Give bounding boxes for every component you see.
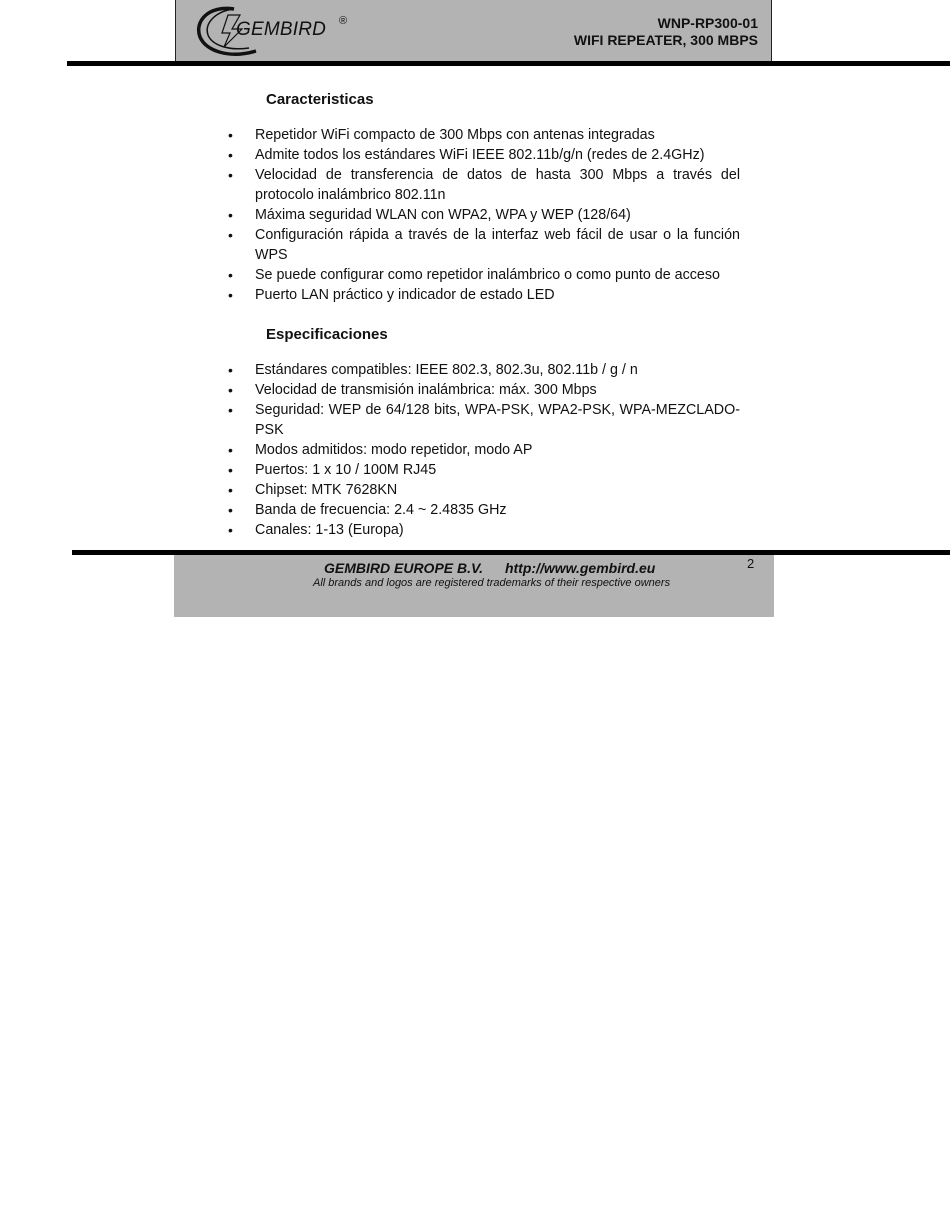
trademark-notice: All brands and logos are registered trademarks of their respective owners bbox=[313, 577, 671, 589]
model-number: WNP-RP300-01 bbox=[657, 15, 758, 31]
specs-heading: Especificaciones bbox=[266, 326, 388, 343]
product-model bbox=[574, 15, 758, 49]
header-rule bbox=[67, 61, 950, 66]
product-subtitle: WIFI REPEATER, 300 MBPS bbox=[573, 32, 758, 48]
list-item: • Se puede configurar como repetidor inalámbrico o como punto de acceso bbox=[228, 265, 740, 285]
specs-list bbox=[228, 360, 740, 540]
footer-company-line bbox=[324, 560, 655, 576]
page-footer bbox=[174, 555, 774, 617]
list-item: • Banda de frecuencia: 2.4 ~ 2.4835 GHz bbox=[228, 500, 740, 520]
list-item: • Canales: 1-13 (Europa) bbox=[228, 520, 740, 540]
list-item: • Admite todos los estándares WiFi IEEE 802.11b/g/n (redes de 2.4GHz) bbox=[228, 145, 740, 165]
list-item: • Repetidor WiFi compacto de 300 Mbps con antenas integradas bbox=[228, 125, 740, 145]
list-item: • Configuración rápida a través de la interfaz web fácil de usar o la función WPS bbox=[228, 225, 740, 265]
list-item: • Estándares compatibles: IEEE 802.3, 802.3u, 802.11b / g / n bbox=[228, 360, 740, 380]
gembird-logo bbox=[194, 3, 348, 59]
page-header bbox=[175, 0, 772, 62]
list-item: • Seguridad: WEP de 64/128 bits, WPA-PSK, WPA2-PSK, WPA-MEZCLADO-PSK bbox=[228, 400, 740, 440]
company-name: GEMBIRD EUROPE B.V. bbox=[324, 560, 483, 576]
list-item: • Máxima seguridad WLAN con WPA2, WPA y WEP (128/64) bbox=[228, 205, 740, 225]
features-list bbox=[228, 125, 740, 305]
list-item: • Velocidad de transmisión inalámbrica: máx. 300 Mbps bbox=[228, 380, 740, 400]
list-item: • Chipset: MTK 7628KN bbox=[228, 480, 740, 500]
list-item: • Modos admitidos: modo repetidor, modo AP bbox=[228, 440, 740, 460]
page-number: 2 bbox=[747, 556, 755, 571]
company-url-link[interactable]: http://www.gembird.eu bbox=[504, 560, 656, 576]
list-item: • Puerto LAN práctico y indicador de estado LED bbox=[228, 285, 740, 305]
logo-registered-mark: ® bbox=[339, 15, 348, 27]
list-item: • Puertos: 1 x 10 / 100M RJ45 bbox=[228, 460, 740, 480]
features-heading: Caracteristicas bbox=[266, 91, 374, 108]
list-item: • Velocidad de transferencia de datos de hasta 300 Mbps a través del protocolo inalámbrico 802.11n bbox=[228, 165, 740, 205]
logo-text: GEMBIRD bbox=[236, 19, 327, 40]
